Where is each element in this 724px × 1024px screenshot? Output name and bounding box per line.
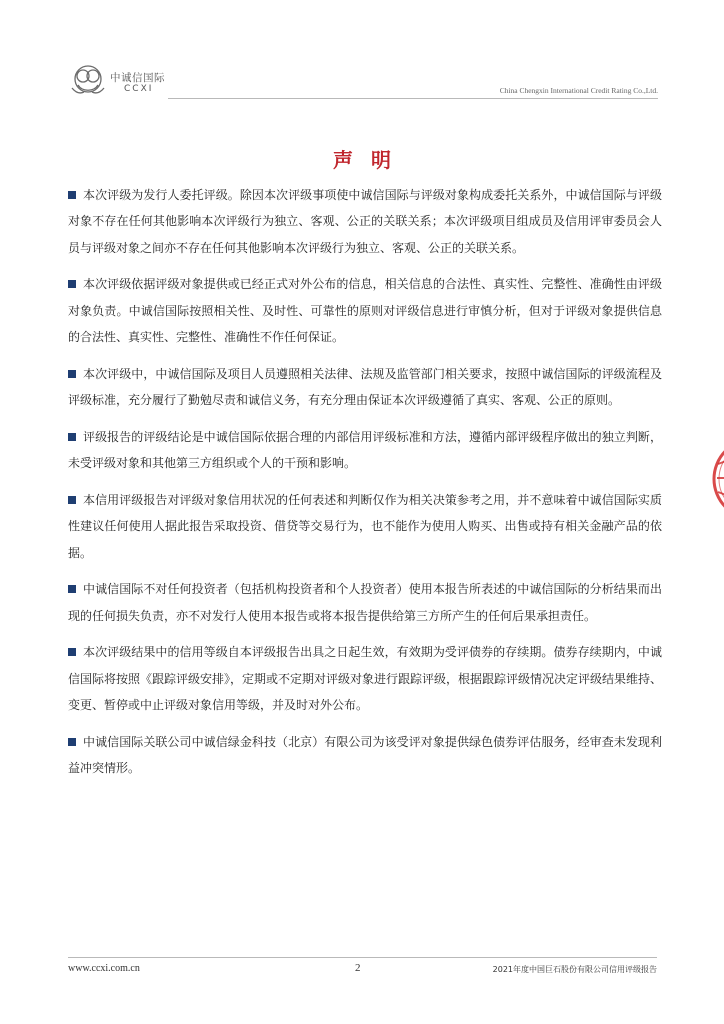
ccxi-logo-icon: [68, 62, 108, 98]
square-bullet-icon: [68, 648, 76, 656]
square-bullet-icon: [68, 191, 76, 199]
page-number: 2: [355, 962, 361, 974]
square-bullet-icon: [68, 370, 76, 378]
square-bullet-icon: [68, 738, 76, 746]
statement-body: [68, 182, 662, 792]
footer-report-title: 2021年度中国巨石股份有限公司信用评级报告: [492, 965, 657, 974]
square-bullet-icon: [68, 280, 76, 288]
square-bullet-icon: [68, 433, 76, 441]
page-header: [68, 62, 658, 100]
square-bullet-icon: [68, 585, 76, 593]
statement-paragraph: 中诚信国际关联公司中诚信绿金科技（北京）有限公司为该受评对象提供绿色债券评估服务，经审查未发现利益冲突情形。: [68, 734, 662, 776]
footer-divider: [68, 957, 657, 958]
statement-paragraph: 本信用评级报告对评级对象信用状况的任何表述和判断仅作为相关决策参考之用，并不意味着中诚信国际实质性建议任何使用人据此报告采取投资、借贷等交易行为，也不能作为使用人购买、出售或持有相关金融产品的依据。: [68, 492, 662, 560]
statement-paragraph: 中诚信国际不对任何投资者（包括机构投资者和个人投资者）使用本报告所表述的中诚信国际的分析结果而出现的任何损失负责，亦不对发行人使用本报告或将本报告提供给第三方所产生的任何后果承担责任。: [68, 582, 662, 623]
statement-paragraph: 评级报告的评级结论是中诚信国际依据合理的内部信用评级标准和方法，遵循内部评级程序做出的独立判断，未受评级对象和其他第三方组织或个人的干预和影响。: [68, 429, 662, 471]
statement-paragraph: 本次评级为发行人委托评级。除因本次评级事项使中诚信国际与评级对象构成委托关系外，中诚信国际与评级对象不存在任何其他影响本次评级行为独立、客观、公正的关联关系；本次评级项目组成员及信用评审委员会人员与评级对象之间亦不存在任何其他影响本次评级行为独立、客观、公正的关联关系。: [68, 188, 662, 255]
statement-paragraph: 本次评级依据评级对象提供或已经正式对外公布的信息，相关信息的合法性、真实性、完整性、准确性由评级对象负责。中诚信国际按照相关性、及时性、可靠性的原则对评级信息进行审慎分析，但对于评级对象提供信息的合法性、真实性、完整性、准确性不作任何保证。: [68, 277, 662, 344]
page-title: 声明: [333, 148, 409, 172]
company-name-en: China Chengxin International Credit Rating Co.,Ltd.: [499, 86, 658, 95]
company-seal-stamp-icon: [710, 434, 724, 524]
square-bullet-icon: [68, 496, 76, 504]
statement-paragraph: 本次评级结果中的信用等级自本评级报告出具之日起生效，有效期为受评债券的存续期。债券存续期内，中诚信国际将按照《跟踪评级安排》，定期或不定期对评级对象进行跟踪评级，根据跟踪评级情况决定评级结果维持、变更、暂停或中止评级对象信用等级，并及时对外公布。: [68, 645, 663, 713]
header-divider: [168, 98, 658, 99]
logo-text-en: CCXI: [124, 84, 154, 94]
statement-paragraph: 本次评级中，中诚信国际及项目人员遵照相关法律、法规及监管部门相关要求，按照中诚信国际的评级流程及评级标准，充分履行了勤勉尽责和诚信义务，有充分理由保证本次评级遵循了真实、客观、公正的原则。: [68, 366, 662, 408]
logo-text-cn: 中诚信国际: [110, 72, 165, 84]
footer-website: www.ccxi.com.cn: [68, 963, 140, 974]
